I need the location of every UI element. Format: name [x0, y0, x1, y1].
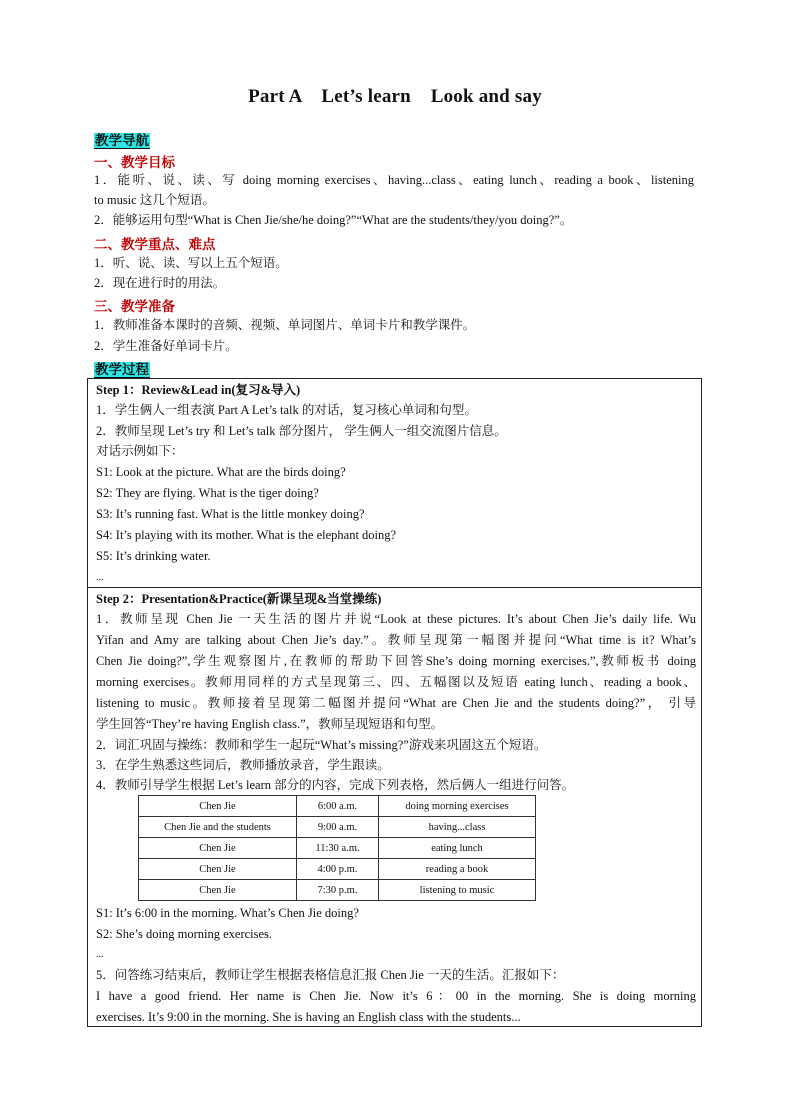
- table-cell: Chen Jie and the students: [139, 817, 297, 838]
- table-cell: 7:30 p.m.: [297, 880, 379, 901]
- objectives-line: 2．能够运用句型“What is Chen Jie/she/he doing?”“What are the students/they/you doing?”。: [94, 213, 573, 227]
- step2-heading: Step 2：Presentation&Practice(新课呈现&当堂操练): [96, 592, 382, 606]
- table-cell: having...class: [379, 817, 536, 838]
- step1-line: 对话示例如下：: [96, 444, 184, 458]
- guide-heading: 教学导航: [95, 133, 149, 148]
- step2-report-line: exercises. It’s 9:00 in the morning. She is having an English class with the students...: [96, 1010, 521, 1024]
- objectives-heading: 一、教学目标: [94, 155, 175, 170]
- table-cell: eating lunch: [379, 838, 536, 859]
- step2-line: 5．问答练习结束后，教师让学生根据表格信息汇报 Chen Jie 一天的生活。汇报如下：: [96, 968, 565, 982]
- table-row: [139, 796, 536, 817]
- step2-dialog-line: ...: [96, 949, 104, 960]
- table-cell: Chen Jie: [139, 880, 297, 901]
- table-row: [139, 817, 536, 838]
- step2-para-line: listening to music。教师接着呈现第二幅图并提问“What are Chen Jie and the students doing?”， 引导: [96, 696, 696, 710]
- table-cell: 6:00 a.m.: [297, 796, 379, 817]
- step1-line: S4: It’s playing with its mother. What is the elephant doing?: [96, 528, 397, 542]
- step1-line: 1．学生俩人一组表演 Part A Let’s talk 的对话，复习核心单词和句型。: [96, 403, 477, 417]
- preparation-heading: 三、教学准备: [94, 299, 175, 314]
- step2-line: 4．教师引导学生根据 Let’s learn 部分的内容，完成下列表格，然后俩人一组进行问答。: [96, 778, 575, 792]
- step1-line: 2．教师呈现 Let’s try 和 Let’s talk 部分图片， 学生俩人一组交流图片信息。: [96, 424, 507, 438]
- step2-para-line: morning exercises。教师用同样的方式呈现第三、四、五幅图以及短语 eating lunch、reading a book、: [96, 675, 696, 689]
- table-cell: Chen Jie: [139, 859, 297, 880]
- objectives-line: 1．能听、说、读、写 doing morning exercises、having...class、eating lunch、reading a book、listening: [94, 173, 694, 187]
- table-row: [139, 880, 536, 901]
- table-cell: 11:30 a.m.: [297, 838, 379, 859]
- step2-dialog-line: S2: She’s doing morning exercises.: [96, 927, 273, 941]
- table-cell: 9:00 a.m.: [297, 817, 379, 838]
- step2-para-line: Yifan and Amy are talking about Chen Jie’s day.”。教师呈现第一幅图并提问“What time is it? What’s: [96, 633, 696, 647]
- process-heading: 教学过程: [95, 362, 149, 377]
- step2-para-line: 学生回答“They’re having English class.”，教师呈现短语和句型。: [96, 717, 444, 731]
- step1-line: S3: It’s running fast. What is the little monkey doing?: [96, 507, 365, 521]
- step1-line: S5: It’s drinking water.: [96, 549, 211, 563]
- keypoints-heading: 二、教学重点、难点: [94, 237, 216, 252]
- table-cell: reading a book: [379, 859, 536, 880]
- step2-para-line: Chen Jie doing?”,学生观察图片,在教师的帮助下回答She’s doing morning exercises.”,教师板书 doing: [96, 654, 696, 668]
- document-title: Part A Let’s learn Look and say: [248, 86, 542, 107]
- step2-para-line: 1．教师呈现 Chen Jie 一天生活的图片并说“Look at these pictures. It’s about Chen Jie’s daily life. Wu: [96, 612, 696, 626]
- step2-report-line: I have a good friend. Her name is Chen Jie. Now it’s 6：00 in the morning. She is doing morning: [96, 989, 696, 1003]
- step2-line: 2．词汇巩固与操练：教师和学生一起玩“What’s missing?”游戏来巩固这五个短语。: [96, 738, 547, 752]
- keypoints-line: 2．现在进行时的用法。: [94, 276, 226, 290]
- step1-box: [87, 378, 702, 588]
- step1-heading: Step 1：Review&Lead in(复习&导入): [96, 383, 301, 397]
- step2-box: [87, 587, 702, 1027]
- table-cell: listening to music: [379, 880, 536, 901]
- schedule-table: [138, 795, 536, 901]
- step1-line: S2: They are flying. What is the tiger doing?: [96, 486, 319, 500]
- preparation-line: 1．教师准备本课时的音频、视频、单词图片、单词卡片和教学课件。: [94, 318, 476, 332]
- step1-line: S1: Look at the picture. What are the birds doing?: [96, 465, 346, 479]
- table-cell: Chen Jie: [139, 838, 297, 859]
- table-cell: 4:00 p.m.: [297, 859, 379, 880]
- objectives-line: to music 这几个短语。: [94, 193, 215, 207]
- step2-line: 3．在学生熟悉这些词后，教师播放录音，学生跟读。: [96, 758, 390, 772]
- table-row: [139, 838, 536, 859]
- preparation-line: 2．学生准备好单词卡片。: [94, 339, 238, 353]
- table-row: [139, 859, 536, 880]
- step2-dialog-line: S1: It’s 6:00 in the morning. What’s Chen Jie doing?: [96, 906, 359, 920]
- table-cell: doing morning exercises: [379, 796, 536, 817]
- table-cell: Chen Jie: [139, 796, 297, 817]
- step1-line: ...: [96, 572, 104, 583]
- keypoints-line: 1．听、说、读、写以上五个短语。: [94, 256, 288, 270]
